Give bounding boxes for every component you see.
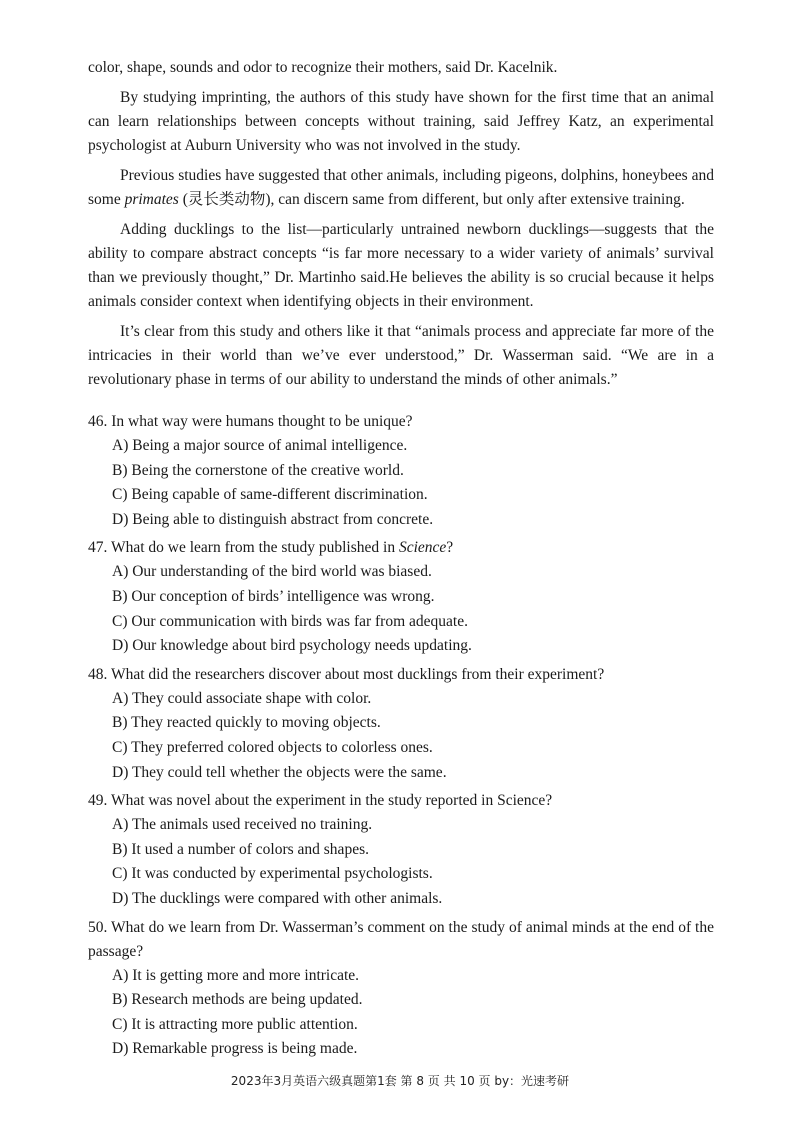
option-c: C) Being capable of same-different discrimination. [112,486,428,504]
question-49 [88,789,714,911]
option-a: A) The animals used received no training. [112,816,373,834]
option-a: A) Being a major source of animal intelligence. [112,437,408,454]
question-stem-emphasis: Science [398,539,447,557]
question-stem: 49. What was novel about the experiment in the study reported in Science? [88,792,553,810]
question-50 [88,916,714,1062]
passage-paragraph-3-text-b: (灵长类动物), can discern same from different, but only after extensive training. [178,191,685,208]
question-stem-text-b: ? [446,539,454,557]
option-b: B) It used a number of colors and shapes. [112,840,369,858]
question-46 [88,410,714,532]
passage-paragraph-5: It’s clear from this study and others like it that “animals process and appreciate far more of the intricacies in their world than we’ve ever understood,” Dr. Wasserman said. “We are in a revolutionary phase in terms of our ability to understand the minds of other animals.” [88,323,714,388]
passage-paragraph-3-emphasis: primates [124,191,179,208]
page-footer: 2023年3月英语六级真题第1套 第 8 页 共 10 页 by：光速考研 [230,1074,570,1088]
option-d: D) They could tell whether the objects were the same. [112,763,447,781]
option-d: D) The ducklings were compared with other animals. [112,889,443,907]
option-a: A) They could associate shape with color. [112,689,372,707]
option-d: D) Being able to distinguish abstract from concrete. [112,510,434,528]
question-stem: 50. What do we learn from Dr. Wasserman’s comment on the study of animal minds at the end of the passage? [88,918,714,960]
option-c: C) Our communication with birds was far from adequate. [112,612,468,630]
document-page [88,56,714,1066]
question-stem [88,536,714,560]
option-c: C) It is attracting more public attention. [112,1015,358,1033]
question-stem: 46. In what way were humans thought to be unique? [88,413,413,430]
passage-paragraph-3-text-a: Previous studies have suggested that other animals, including pigeons, dolphins, honeybees and some [88,167,714,208]
passage-paragraph-4: Adding ducklings to the list—particularly untrained newborn ducklings—suggests that the ability to compare abstract concepts “is far more necessary to a wider variety of animals’ survival than we previously thought,” Dr. Martinho said.He believes the ability is so crucial because it helps animals consider context when identifying objects in their environment. [88,221,714,310]
question-stem: 48. What did the researchers discover about most ducklings from their experiment? [88,665,605,683]
option-d: D) Our knowledge about bird psychology needs updating. [112,637,472,655]
option-c: C) They preferred colored objects to colorless ones. [112,738,433,756]
option-b: B) Our conception of birds’ intelligence was wrong. [112,587,435,605]
passage-paragraph-3 [88,164,714,212]
option-b: B) Being the cornerstone of the creative world. [112,461,404,479]
question-list [88,410,714,1062]
passage-paragraph-2: By studying imprinting, the authors of this study have shown for the first time that an animal can learn relationships between concepts without training, said Jeffrey Katz, an experimental psychologist at Auburn University who was not involved in the study. [88,89,714,154]
option-a: A) Our understanding of the bird world was biased. [112,563,432,581]
question-48 [88,663,714,785]
option-b: B) Research methods are being updated. [112,991,363,1009]
option-c: C) It was conducted by experimental psychologists. [112,865,433,883]
option-a: A) It is getting more and more intricate. [112,966,360,984]
question-47 [88,536,714,658]
passage-paragraph-1: color, shape, sounds and odor to recognize their mothers, said Dr. Kacelnik. [88,59,558,76]
option-b: B) They reacted quickly to moving objects. [112,714,381,732]
option-d: D) Remarkable progress is being made. [112,1040,358,1058]
question-stem-text-a: 47. What do we learn from the study published in [88,539,399,557]
